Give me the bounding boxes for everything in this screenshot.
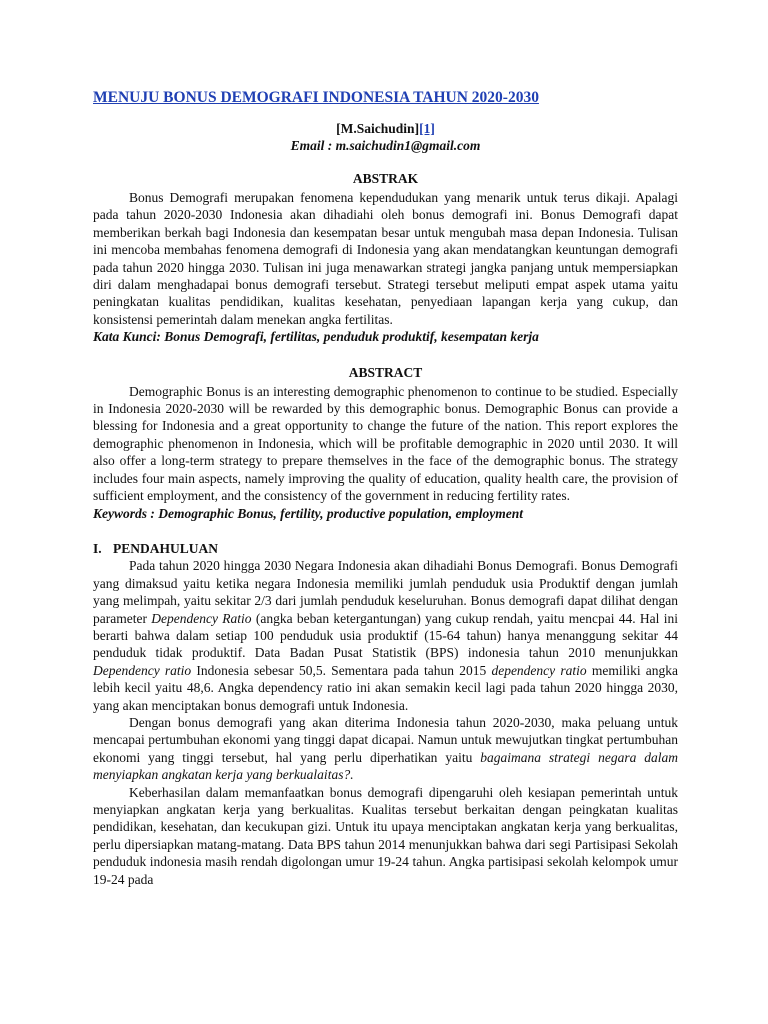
p2-italic-1: bagaimana strategi negara dalam menyiapkan angkatan kerja yang berkualaitas?. bbox=[93, 749, 679, 783]
section-title: PENDAHULUAN bbox=[113, 540, 219, 556]
intro-paragraph-2 bbox=[93, 714, 678, 784]
footnote-link[interactable]: [1] bbox=[419, 121, 435, 136]
section-heading bbox=[93, 540, 678, 557]
p1-italic-2: Dependency ratio bbox=[93, 662, 192, 678]
intro-paragraph-1 bbox=[93, 557, 678, 714]
p1-italic-3: dependency ratio bbox=[491, 662, 587, 678]
p2-text-a: Dengan bonus demografi yang akan diterima Indonesia tahun 2020-2030, maka peluang untuk mencapai pertumbuhan ekonomi yang tinggi dapat dicapai. Namun untuk mewujutkan tingkat pertumbuhan ekonomi yang tinggi tersebut, hal yang perlu diperhatikan yaitu bbox=[93, 714, 678, 765]
paper-title: MENUJU BONUS DEMOGRAFI INDONESIA TAHUN 2020-2030 bbox=[93, 89, 539, 106]
author-email: Email : m.saichudin1@gmail.com bbox=[290, 138, 481, 153]
abstrak-heading: ABSTRAK bbox=[352, 171, 419, 186]
p1-text-b: (angka beban ketergantungan) yang cukup rendah, yaitu mencpai 44. Hal ini berarti bahwa dalam setiap 100 penduduk usia produktif (15-64 tahun) hanya menanggung sekitar 44 penduduk tidak produktif. Data Badan Pusat Statistik (BPS) indonesia tahun 2010 menunjukkan bbox=[93, 610, 678, 661]
abstrak-keywords: Kata Kunci: Bonus Demografi, fertilitas, penduduk produktif, kesempatan kerja bbox=[93, 329, 539, 345]
abstrak-body: Bonus Demografi merupakan fenomena kependudukan yang menarik untuk terus dikaji. Apalagi pada tahun 2020-2030 Indonesia akan dihadiahi oleh bonus demografi ini. Bonus Demografi dapat memberikan berkah bagi Indonesia dan kesempatan besar untuk mengubah masa depan Indonesia. Tulisan ini mencoba membahas fenomena demografi di Indonesia yang akan mendatangkan keuntungan demografi pada tahun 2020 hingga 2030. Tulisan ini juga menawarkan strategi jangka panjang untuk mempersiapkan diri dalam menghadapai bonus demografi tersebut. Strategi tersebut meliputi empat aspek utama yaitu peningkatan kualitas pendidikan, kualitas kesehatan, penyediaan lapangan kerja yang cukup, dan konsistensi pemerintah dalam menekan angka fertilitas. bbox=[93, 190, 678, 327]
intro-paragraph-3: Keberhasilan dalam memanfaatkan bonus demografi dipengaruhi oleh kesiapan pemerintah untuk menyiapkan angkatan kerja yang berkualitas. Kualitas tersebut berkaitan dengan peingkatan kualitas pendidikan, kesehatan, dan kecukupan gizi. Untuk itu upaya menciptakan angkatan kerja yang berkualitas, perlu dipersiapkan matang-matang. Data BPS tahun 2014 menunjukkan bahwa dari segi Partisipasi Sekolah penduduk indonesia masih rendah digolongan umur 19-24 tahun. Angka partisipasi sekolah kelompok umur 19-24 pada bbox=[93, 784, 678, 887]
author-name: [M.Saichudin] bbox=[336, 121, 420, 136]
section-number: I. bbox=[93, 540, 102, 556]
abstract-heading: ABSTRACT bbox=[348, 364, 423, 380]
abstract-keywords: Keywords : Demographic Bonus, fertility, productive population, employment bbox=[93, 505, 523, 521]
p1-text-a: Pada tahun 2020 hingga 2030 Negara Indonesia akan dihadiahi Bonus Demografi. Bonus Demografi yang dimaksud yaitu ketika negara Indonesia memiliki jumlah penduduk usia Produktif dengan jumlah yang melimpah, yaitu sekitar 2/3 dari jumlah penduduk keseluruhan. Bonus demografi dapat dilihat dengan parameter bbox=[93, 558, 678, 626]
p1-italic-1: Dependency Ratio bbox=[151, 610, 252, 626]
p1-text-c: Indonesia sebesar 50,5. Sementara pada tahun 2015 bbox=[191, 662, 492, 678]
p1-text-d: memiliki angka lebih kecil yaitu 48,6. Angka dependency ratio ini akan semakin kecil lagi pada tahun 2020 hingga 2030, yang akan menciptakan bonus demografi untuk Indonesia. bbox=[93, 662, 679, 713]
author-line bbox=[93, 120, 678, 137]
abstract-body: Demographic Bonus is an interesting demographic phenomenon to continue to be studied. Especially in Indonesia 2020-2030 will be rewarded by this demographic bonus. Demographic Bonus can provide a blessing for Indonesia and a great opportunity to change the future of the nation. This report explores the demographic phenomenon in Indonesia, which will be profitable demographic in 2020 until 2030. It will also offer a long-term strategy to prepare themselves in the face of the demographic bonus. The strategy includes four main aspects, namely improving the quality of education, quality health care, the provision of sufficient employment, and the consistency of the government in reducing fertility rates. bbox=[93, 383, 678, 504]
